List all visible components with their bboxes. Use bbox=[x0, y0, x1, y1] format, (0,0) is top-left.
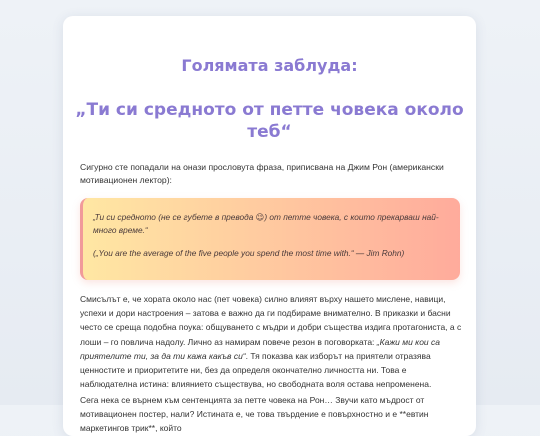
body-paragraph-2: Сега нека се върнем към сентенцията за петте човека на Рон… Звучи като мъдрост от мотивационен постер, нали? Истината е, че това твърдение е повърхностно и е **евтин маркетингов трик**, който bbox=[80, 395, 429, 434]
body-paragraph-1 bbox=[80, 292, 462, 391]
proverb-emphasis: „Кажи ми кои са приятелите ти, за да ти кажа какъв си“ bbox=[80, 336, 440, 361]
quote-line-bg: „Ти си средното (не се губете в превода 😉) от петте човека, с които прекарваш най-много време.“ bbox=[93, 212, 439, 235]
article-card bbox=[63, 16, 476, 436]
article-subtitle: „Ти си средното от петте човека около теб“ bbox=[75, 100, 464, 142]
quote-block bbox=[80, 198, 460, 280]
article-title: Голямата заблуда: bbox=[181, 56, 358, 75]
quote-line-en: („You are the average of the five people you spend the most time with.“ — Jim Rohn) bbox=[93, 248, 405, 258]
body-paragraph-1-text-a: Смисълът е, че хората около нас (пет човека) силно влияят върху нашето мислене, навици, успехи и дори настроения – затова е важно да ги подбираме внимателно. В приказки и басни често се среща подобна поука: общуването с мъдри и добри същества издига протагониста, а с лоши – го повлича надолу. Лично аз намирам повече резон в поговорката: bbox=[80, 294, 462, 347]
intro-paragraph: Сигурно сте попадали на онази прословута фраза, приписвана на Джим Рон (американски мотивационен лектор): bbox=[80, 162, 444, 185]
body-paragraph-1-text-b: . Тя показва как изборът на приятели отразява ценностите и приоритетите ни, без да определя окончателно личността ни. Това е наблюдателна истина: влиянието съществува, но свободната воля остава непроменена. bbox=[80, 350, 432, 390]
